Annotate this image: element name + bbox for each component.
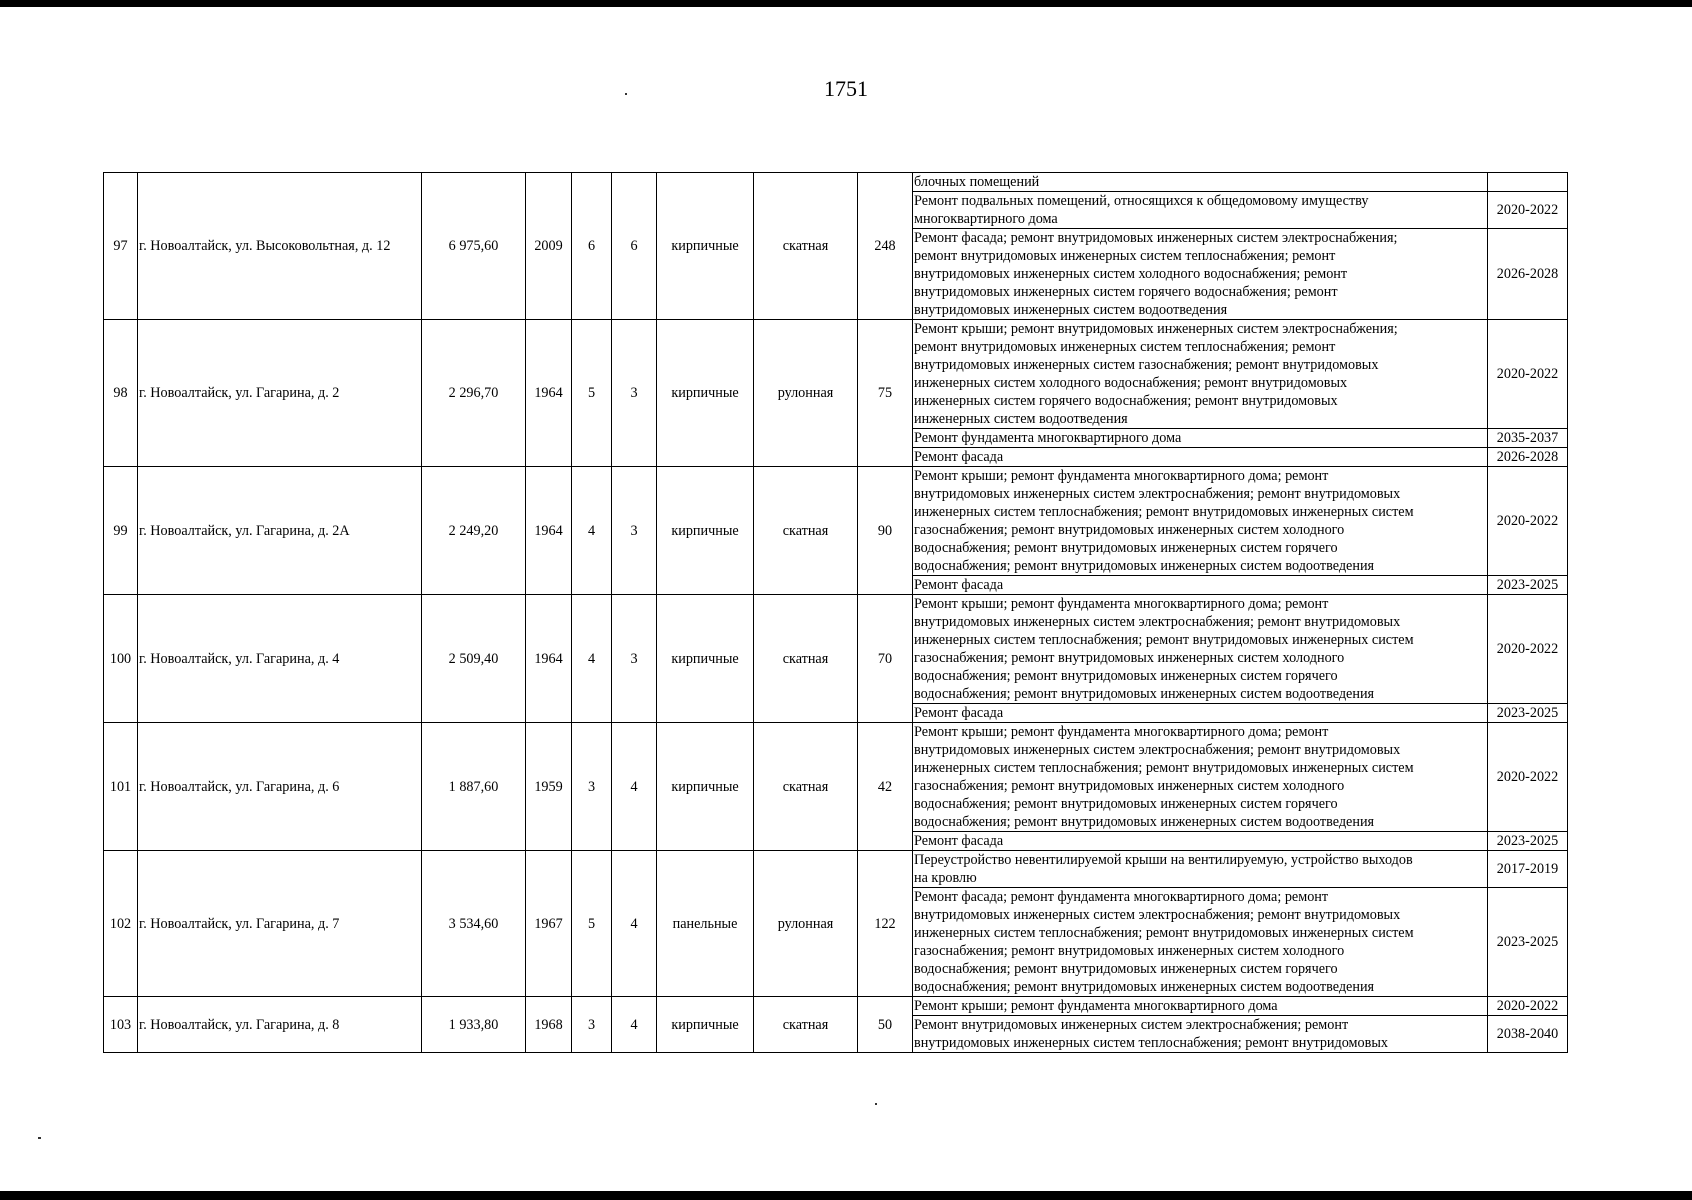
walls-cell: панельные xyxy=(657,851,754,997)
residents-cell: 75 xyxy=(858,320,913,467)
address-cell: г. Новоалтайск, ул. Гагарина, д. 6 xyxy=(138,723,422,851)
entrances-cell: 4 xyxy=(612,851,657,997)
floors-cell: 3 xyxy=(572,997,612,1053)
row-number: 100 xyxy=(104,595,138,723)
walls-cell: кирпичные xyxy=(657,320,754,467)
scan-bottom-edge xyxy=(0,1191,1692,1200)
address-cell: г. Новоалтайск, ул. Гагарина, д. 2 xyxy=(138,320,422,467)
entrances-cell: 3 xyxy=(612,320,657,467)
entrances-cell: 3 xyxy=(612,467,657,595)
work-description-line: газоснабжения; ремонт внутридомовых инженерных систем холодного xyxy=(914,943,1345,959)
work-description-line: водоснабжения; ремонт внутридомовых инженерных систем горячего xyxy=(914,540,1338,556)
work-period: 2026-2028 xyxy=(1488,448,1568,467)
work-period: 2020-2022 xyxy=(1488,997,1568,1016)
work-description-line: водоснабжения; ремонт внутридомовых инженерных систем водоотведения xyxy=(914,686,1375,702)
roof-cell: скатная xyxy=(754,595,858,723)
floors-cell: 5 xyxy=(572,851,612,997)
walls-cell: кирпичные xyxy=(657,173,754,320)
work-period: 2020-2022 xyxy=(1488,467,1568,576)
work-description-line: водоснабжения; ремонт внутридомовых инженерных систем водоотведения xyxy=(914,979,1375,995)
floors-cell: 6 xyxy=(572,173,612,320)
work-period: 2020-2022 xyxy=(1488,723,1568,832)
area-cell: 1 887,60 xyxy=(422,723,526,851)
work-period: 2017-2019 xyxy=(1488,851,1568,888)
repair-program-table xyxy=(103,172,1568,1053)
residents-cell: 248 xyxy=(858,173,913,320)
table-row xyxy=(104,320,1568,429)
residents-cell: 90 xyxy=(858,467,913,595)
work-description-line: внутридомовых инженерных систем газоснабжения; ремонт внутридомовых xyxy=(914,357,1379,373)
roof-cell: скатная xyxy=(754,173,858,320)
work-description-line: на кровлю xyxy=(914,870,977,886)
work-description-line: Ремонт фасада xyxy=(914,449,1004,465)
work-description-line: водоснабжения; ремонт внутридомовых инженерных систем водоотведения xyxy=(914,814,1375,830)
work-period: 2020-2022 xyxy=(1488,192,1568,229)
work-description xyxy=(913,320,1488,429)
work-description xyxy=(913,192,1488,229)
roof-cell: скатная xyxy=(754,723,858,851)
work-description-line: Ремонт фасада xyxy=(914,577,1004,593)
work-description xyxy=(913,704,1488,723)
work-period: 2023-2025 xyxy=(1488,888,1568,997)
scan-speck xyxy=(625,93,627,95)
work-description xyxy=(913,1016,1488,1053)
entrances-cell: 3 xyxy=(612,595,657,723)
year-cell: 2009 xyxy=(526,173,572,320)
floors-cell: 4 xyxy=(572,467,612,595)
work-description-line: Ремонт крыши; ремонт фундамента многоквартирного дома xyxy=(914,998,1278,1014)
area-cell: 3 534,60 xyxy=(422,851,526,997)
work-description-line: внутридомовых инженерных систем электроснабжения; ремонт внутридомовых xyxy=(914,486,1401,502)
work-description-line: Ремонт фасада; ремонт фундамента многоквартирного дома; ремонт xyxy=(914,889,1329,905)
address-cell: г. Новоалтайск, ул. Гагарина, д. 7 xyxy=(138,851,422,997)
work-description-line: инженерных систем теплоснабжения; ремонт внутридомовых инженерных систем xyxy=(914,504,1414,520)
page-number: 1751 xyxy=(824,76,868,101)
work-description xyxy=(913,229,1488,320)
work-description xyxy=(913,429,1488,448)
residents-cell: 70 xyxy=(858,595,913,723)
work-description-line: Ремонт внутридомовых инженерных систем электроснабжения; ремонт xyxy=(914,1017,1349,1033)
walls-cell: кирпичные xyxy=(657,997,754,1053)
area-cell: 2 249,20 xyxy=(422,467,526,595)
work-description-line: Ремонт крыши; ремонт внутридомовых инженерных систем электроснабжения; xyxy=(914,321,1398,337)
work-description-line: Ремонт крыши; ремонт фундамента многоквартирного дома; ремонт xyxy=(914,724,1329,740)
work-description-line: Ремонт крыши; ремонт фундамента многоквартирного дома; ремонт xyxy=(914,468,1329,484)
address-cell: г. Новоалтайск, ул. Высоковольтная, д. 12 xyxy=(138,173,422,320)
work-description-line: внутридомовых инженерных систем холодного водоснабжения; ремонт xyxy=(914,266,1348,282)
work-period xyxy=(1488,173,1568,192)
table-row xyxy=(104,997,1568,1016)
area-cell: 1 933,80 xyxy=(422,997,526,1053)
walls-cell: кирпичные xyxy=(657,723,754,851)
work-period: 2023-2025 xyxy=(1488,704,1568,723)
work-period: 2023-2025 xyxy=(1488,832,1568,851)
year-cell: 1964 xyxy=(526,320,572,467)
row-number: 102 xyxy=(104,851,138,997)
row-number: 97 xyxy=(104,173,138,320)
roof-cell: скатная xyxy=(754,997,858,1053)
work-period: 2020-2022 xyxy=(1488,595,1568,704)
row-number: 103 xyxy=(104,997,138,1053)
work-description xyxy=(913,576,1488,595)
work-description-line: Ремонт фасада; ремонт внутридомовых инженерных систем электроснабжения; xyxy=(914,230,1398,246)
work-description-line: газоснабжения; ремонт внутридомовых инженерных систем холодного xyxy=(914,650,1345,666)
work-description-line: газоснабжения; ремонт внутридомовых инженерных систем холодного xyxy=(914,522,1345,538)
residents-cell: 50 xyxy=(858,997,913,1053)
work-description xyxy=(913,595,1488,704)
walls-cell: кирпичные xyxy=(657,467,754,595)
year-cell: 1964 xyxy=(526,595,572,723)
table-row xyxy=(104,467,1568,576)
floors-cell: 5 xyxy=(572,320,612,467)
work-description-line: водоснабжения; ремонт внутридомовых инженерных систем горячего xyxy=(914,961,1338,977)
work-description-line: внутридомовых инженерных систем теплоснабжения; ремонт внутридомовых xyxy=(914,1035,1388,1051)
floors-cell: 4 xyxy=(572,595,612,723)
work-description xyxy=(913,173,1488,192)
work-description xyxy=(913,723,1488,832)
residents-cell: 122 xyxy=(858,851,913,997)
work-description xyxy=(913,888,1488,997)
work-description-line: внутридомовых инженерных систем электроснабжения; ремонт внутридомовых xyxy=(914,742,1401,758)
scan-speck xyxy=(875,1103,877,1105)
work-description-line: водоснабжения; ремонт внутридомовых инженерных систем горячего xyxy=(914,796,1338,812)
work-description-line: блочных помещений xyxy=(914,174,1040,190)
work-description-line: внутридомовых инженерных систем электроснабжения; ремонт внутридомовых xyxy=(914,614,1401,630)
table-row xyxy=(104,595,1568,704)
floors-cell: 3 xyxy=(572,723,612,851)
table-row xyxy=(104,851,1568,888)
work-description-line: Ремонт крыши; ремонт фундамента многоквартирного дома; ремонт xyxy=(914,596,1329,612)
row-number: 99 xyxy=(104,467,138,595)
area-cell: 6 975,60 xyxy=(422,173,526,320)
address-cell: г. Новоалтайск, ул. Гагарина, д. 4 xyxy=(138,595,422,723)
roof-cell: рулонная xyxy=(754,320,858,467)
work-description-line: ремонт внутридомовых инженерных систем теплоснабжения; ремонт xyxy=(914,339,1336,355)
work-description-line: Переустройство невентилируемой крыши на вентилируемую, устройство выходов xyxy=(914,852,1413,868)
work-description-line: водоснабжения; ремонт внутридомовых инженерных систем водоотведения xyxy=(914,558,1375,574)
work-description xyxy=(913,448,1488,467)
walls-cell: кирпичные xyxy=(657,595,754,723)
scan-top-edge xyxy=(0,0,1692,7)
entrances-cell: 4 xyxy=(612,997,657,1053)
year-cell: 1967 xyxy=(526,851,572,997)
work-description-line: внутридомовых инженерных систем водоотведения xyxy=(914,302,1228,318)
area-cell: 2 296,70 xyxy=(422,320,526,467)
work-description-line: Ремонт фасада xyxy=(914,705,1004,721)
year-cell: 1968 xyxy=(526,997,572,1053)
work-description-line: газоснабжения; ремонт внутридомовых инженерных систем холодного xyxy=(914,778,1345,794)
work-description-line: инженерных систем горячего водоснабжения; ремонт внутридомовых xyxy=(914,393,1338,409)
work-period: 2026-2028 xyxy=(1488,229,1568,320)
work-description-line: внутридомовых инженерных систем горячего водоснабжения; ремонт xyxy=(914,284,1338,300)
work-description-line: инженерных систем теплоснабжения; ремонт внутридомовых инженерных систем xyxy=(914,632,1414,648)
row-number: 98 xyxy=(104,320,138,467)
work-description xyxy=(913,997,1488,1016)
work-period: 2023-2025 xyxy=(1488,576,1568,595)
work-period: 2035-2037 xyxy=(1488,429,1568,448)
work-description xyxy=(913,832,1488,851)
work-description-line: многоквартирного дома xyxy=(914,211,1058,227)
year-cell: 1959 xyxy=(526,723,572,851)
work-description-line: Ремонт фасада xyxy=(914,833,1004,849)
work-description xyxy=(913,467,1488,576)
entrances-cell: 6 xyxy=(612,173,657,320)
area-cell: 2 509,40 xyxy=(422,595,526,723)
roof-cell: рулонная xyxy=(754,851,858,997)
work-description-line: ремонт внутридомовых инженерных систем теплоснабжения; ремонт xyxy=(914,248,1336,264)
work-description-line: Ремонт подвальных помещений, относящихся к общедомовому имуществу xyxy=(914,193,1369,209)
work-description-line: водоснабжения; ремонт внутридомовых инженерных систем горячего xyxy=(914,668,1338,684)
entrances-cell: 4 xyxy=(612,723,657,851)
row-number: 101 xyxy=(104,723,138,851)
work-description-line: инженерных систем водоотведения xyxy=(914,411,1128,427)
work-period: 2020-2022 xyxy=(1488,320,1568,429)
work-period: 2038-2040 xyxy=(1488,1016,1568,1053)
address-cell: г. Новоалтайск, ул. Гагарина, д. 8 xyxy=(138,997,422,1053)
roof-cell: скатная xyxy=(754,467,858,595)
work-description-line: инженерных систем теплоснабжения; ремонт внутридомовых инженерных систем xyxy=(914,925,1414,941)
work-description xyxy=(913,851,1488,888)
residents-cell: 42 xyxy=(858,723,913,851)
address-cell: г. Новоалтайск, ул. Гагарина, д. 2А xyxy=(138,467,422,595)
work-description-line: Ремонт фундамента многоквартирного дома xyxy=(914,430,1182,446)
work-description-line: инженерных систем теплоснабжения; ремонт внутридомовых инженерных систем xyxy=(914,760,1414,776)
table-row xyxy=(104,723,1568,832)
table-row xyxy=(104,173,1568,192)
work-description-line: внутридомовых инженерных систем электроснабжения; ремонт внутридомовых xyxy=(914,907,1401,923)
scan-speck xyxy=(38,1137,41,1139)
year-cell: 1964 xyxy=(526,467,572,595)
work-description-line: инженерных систем холодного водоснабжения; ремонт внутридомовых xyxy=(914,375,1348,391)
